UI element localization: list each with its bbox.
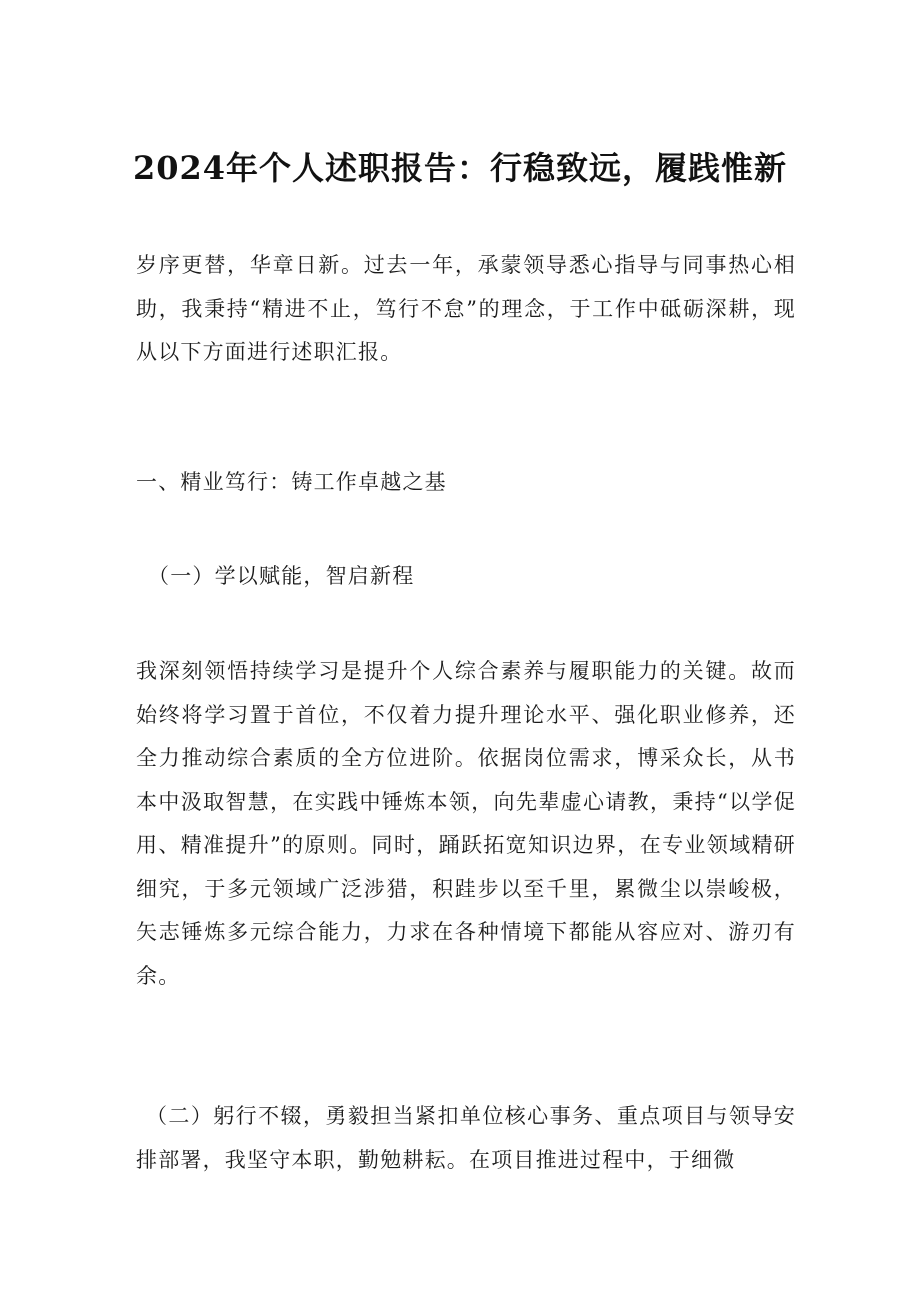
intro-paragraph: 岁序更替，华章日新。过去一年，承蒙领导悉心指导与同事热心相助，我秉持“精进不止，笃行不怠”的理念，于工作中砥砺深耕，现从以下方面进行述职汇报。 — [136, 253, 796, 364]
subsection-2-paragraph: （二）躬行不辍，勇毅担当紧扣单位核心事务、重点项目与领导安排部署，我坚守本职，勤勉耕耘。在项目推进过程中，于细微 — [136, 1104, 796, 1172]
subsection-1-paragraph: 我深刻领悟持续学习是提升个人综合素养与履职能力的关键。故而始终将学习置于首位，不仅着力提升理论水平、强化职业修养，还全力推动综合素质的全方位进阶。依据岗位需求，博采众长，从书本中汲取智慧，在实践中锤炼本领，向先辈虚心请教，秉持“以学促用、精准提升”的原则。同时，踊跃拓宽知识边界，在专业领域精研细究，于多元领域广泛涉猎，积跬步以至千里，累微尘以崇峻极，矢志锤炼多元综合能力，力求在各种情境下都能从容应对、游刃有余。 — [136, 659, 796, 988]
section-heading-1: 一、精业笃行：铸工作卓越之基 — [136, 470, 447, 494]
subsection-heading-1: （一）学以赋能，智启新程 — [148, 564, 415, 588]
document-title: 2024年个人述职报告：行稳致远，履践惟新 — [132, 149, 788, 187]
